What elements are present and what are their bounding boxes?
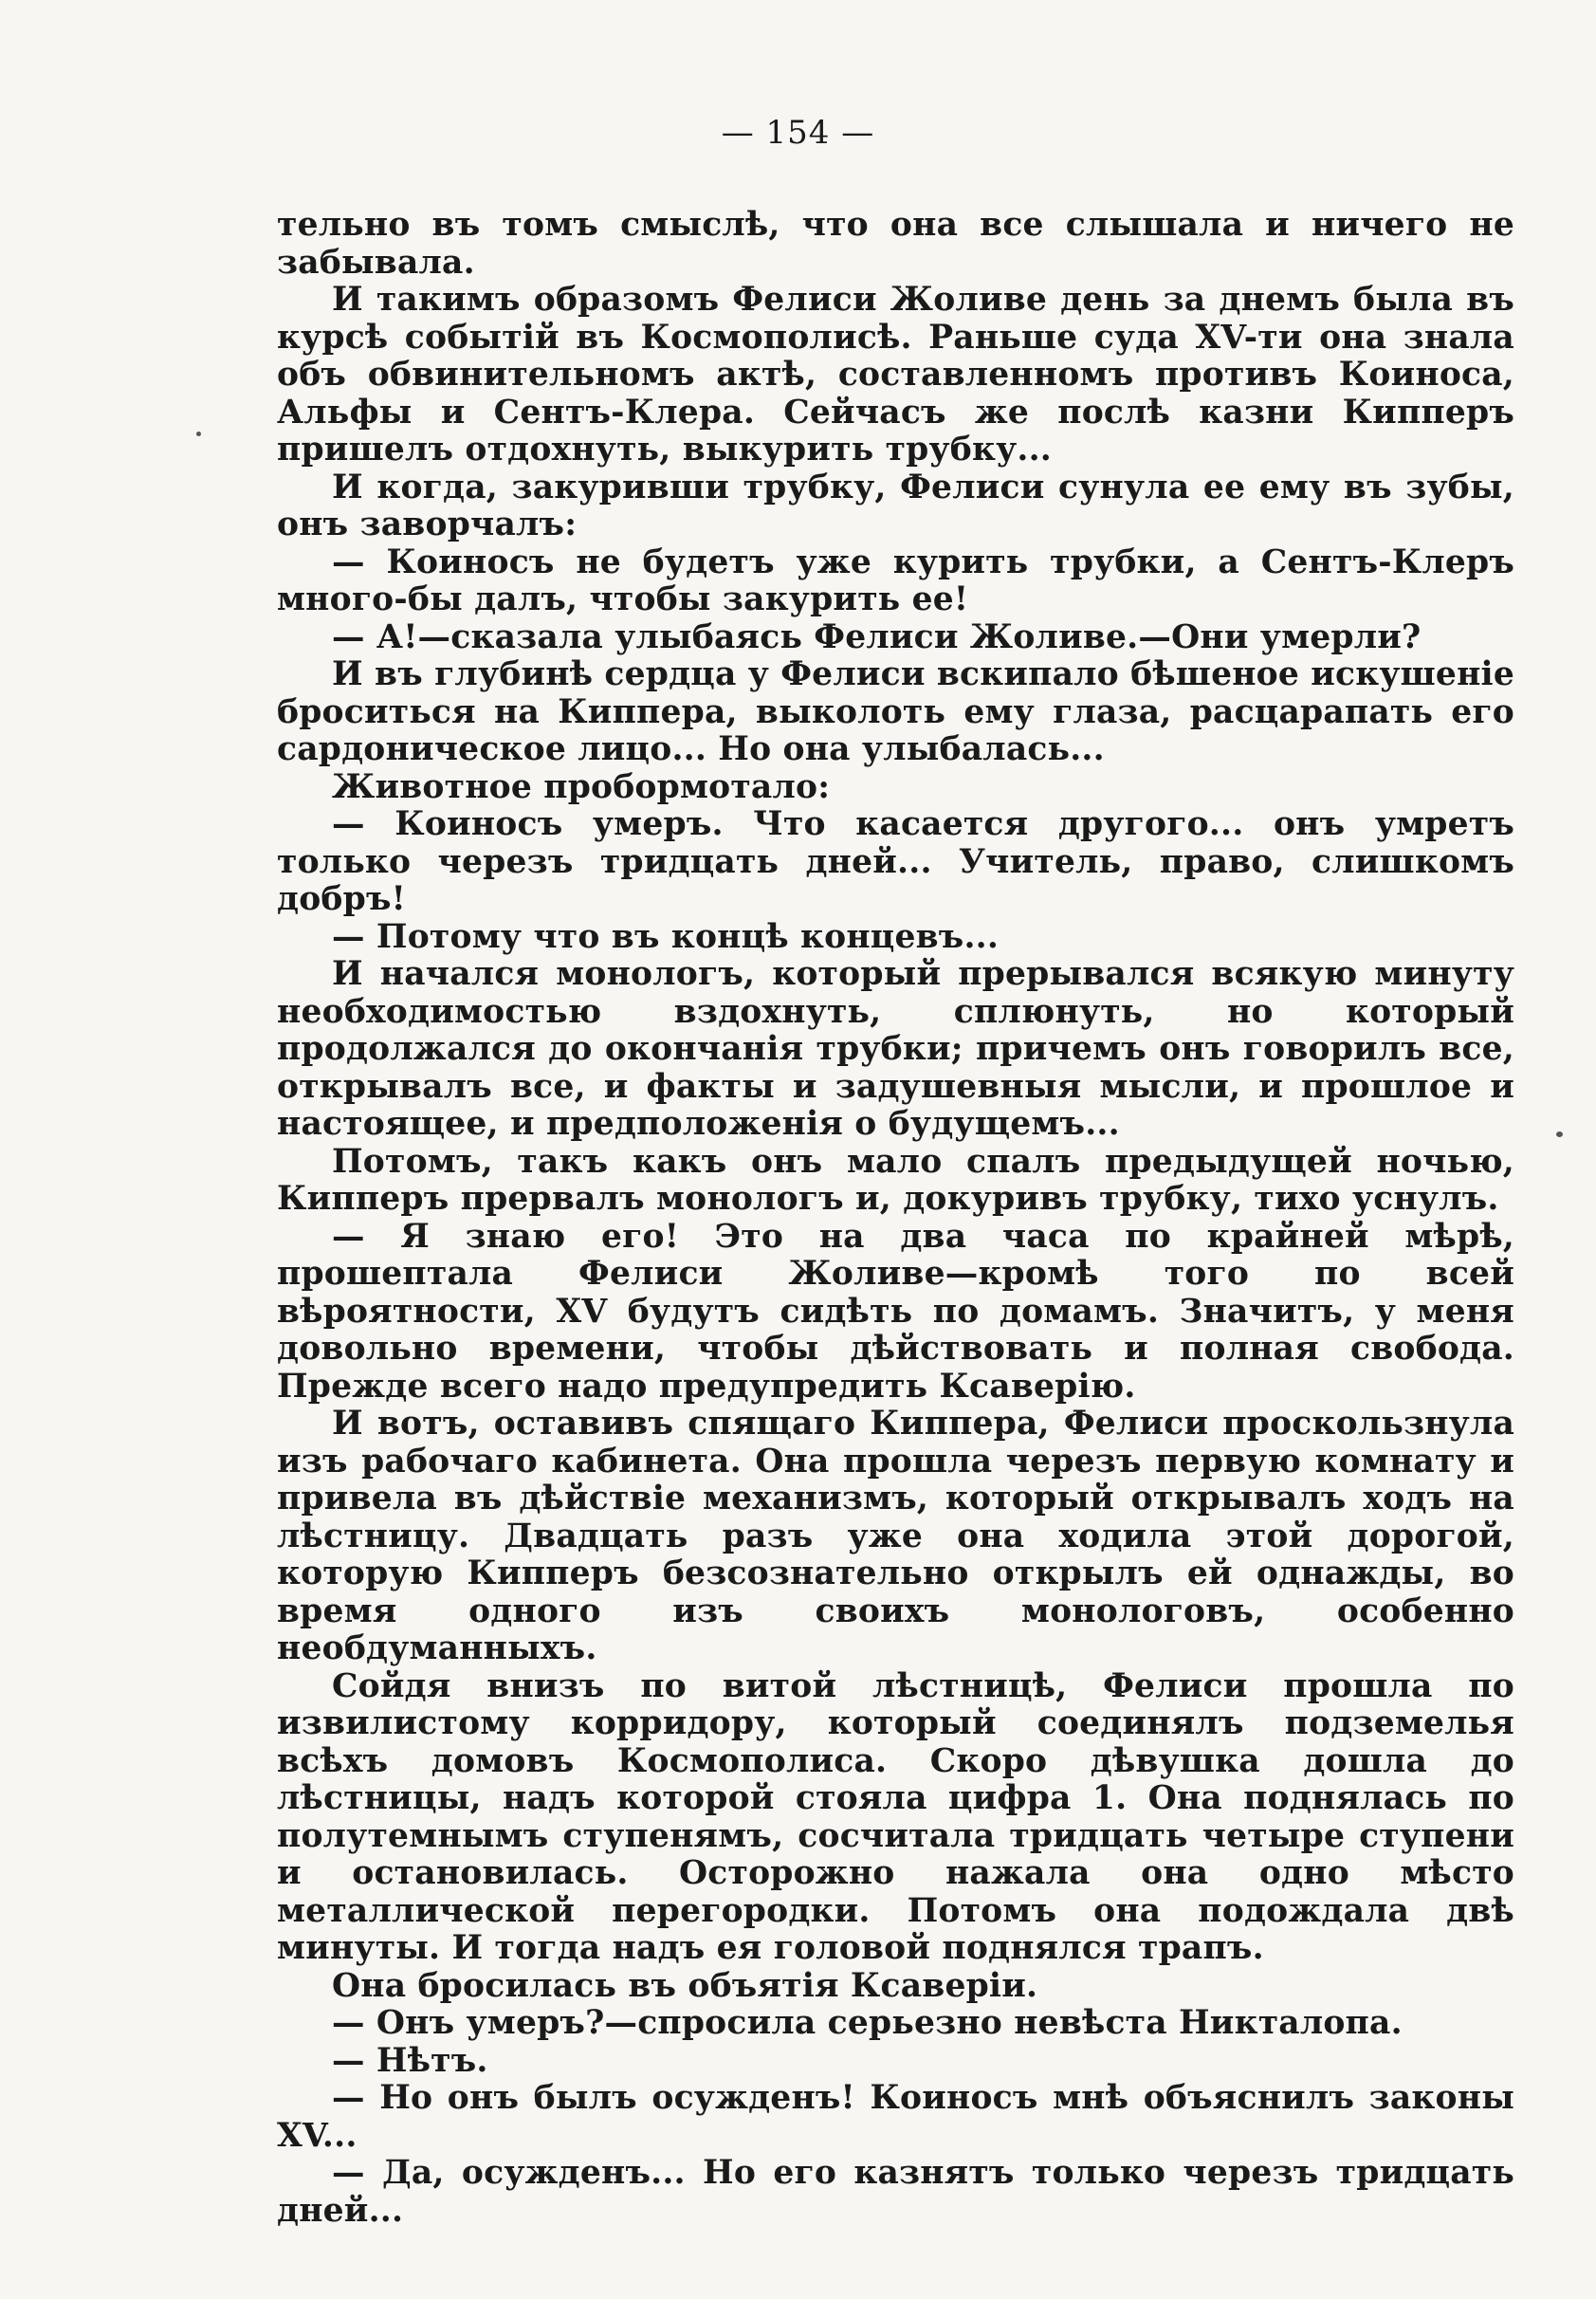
dialog-line: — Коиносъ не будетъ уже курить трубки, а Сентъ-Клеръ много-бы далъ, чтобы закурить ее! (277, 543, 1514, 618)
page-number: — 154 — (721, 114, 875, 152)
paragraph: Потомъ, такъ какъ онъ мало спалъ предыдущей ночью, Кипперъ прервалъ монологъ и, докуривъ трубку, тихо уснулъ. (277, 1142, 1514, 1218)
text-body (277, 207, 1514, 2230)
paragraph: И вотъ, оставивъ спящаго Киппера, Фелиси проскользнула изъ рабочаго кабинета. Она прошла черезъ первую комнату и привела въ дѣйствіе механизмъ, который открывалъ ходъ на лѣстницу. Двадцать разъ уже она ходила этой дорогой, которую Кипперъ безсознательно открылъ ей однажды, во время одного изъ своихъ монологовъ, особенно необдуманныхъ. (277, 1405, 1514, 1667)
dialog-line: — Нѣтъ. (332, 2041, 488, 2080)
dialog-line: — Да, осужденъ... Но его казнятъ только черезъ тридцать дней... (277, 2154, 1514, 2230)
paragraph: И въ глубинѣ сердца у Фелиси вскипало бѣшеное искушеніе броситься на Киппера, выколоть ему глаза, расцарапать его сардоническое лицо... Но она улыбалась... (277, 655, 1514, 768)
scan-speck (196, 432, 201, 436)
paragraph: тельно въ томъ смыслѣ, что она все слышала и ничего не забывала. (277, 206, 1514, 282)
paragraph: Животное пробормотало: (332, 767, 831, 806)
dialog-line: — А!—сказала улыбаясь Фелиси Жоливе.—Они умерли? (332, 617, 1422, 656)
paragraph: Сойдя внизъ по витой лѣстницѣ, Фелиси прошла по извилистому корридору, который соединялъ подземелья всѣхъ домовъ Космополиса. Скоро дѣвушка дошла до лѣстницы, надъ которой стояла цифра 1. Она поднялась по полутемнымъ ступенямъ, сосчитала тридцать четыре ступени и остановилась. Осторожно нажала она одно мѣсто металлической перегородки. Потомъ она подождала двѣ минуты. И тогда надъ ея головой поднялся трапъ. (277, 1666, 1514, 1967)
dialog-line: — Но онъ былъ осужденъ! Коиносъ мнѣ объяснилъ законы XV... (277, 2079, 1514, 2155)
dialog-line: — Онъ умеръ?—спросила серьезно невѣста Никталопа. (332, 2004, 1403, 2042)
dialog-line: — Коиносъ умеръ. Что касается другого... онъ умретъ только черезъ тридцать дней... Учитель, право, слишкомъ добръ! (277, 805, 1514, 918)
dialog-line: — Я знаю его! Это на два часа по крайней мѣрѣ, прошептала Фелиси Жоливе—кромѣ того по всей вѣроятности, XV будутъ сидѣть по домамъ. Значитъ, у меня довольно времени, чтобы дѣйствовать и полная свобода. Прежде всего надо предупредить Ксаверію. (277, 1217, 1514, 1406)
paragraph: И такимъ образомъ Фелиси Жоливе день за днемъ была въ курсѣ событій въ Космополисѣ. Раньше суда XV-ти она знала объ обвинительномъ актѣ, составленномъ противъ Коиноса, Альфы и Сентъ-Клера. Сейчасъ же послѣ казни Кипперъ пришелъ отдохнуть, выкурить трубку... (277, 281, 1514, 469)
scan-speck (1556, 1131, 1563, 1137)
paragraph: И начался монологъ, который прерывался всякую минуту необходимостью вздохнуть, сплюнуть, но который продолжался до окончанія трубки; причемъ онъ говорилъ все, открывалъ все, и факты и задушевныя мысли, и прошлое и настоящее, и предположенія о будущемъ... (277, 955, 1514, 1143)
dialog-line: — Потому что въ концѣ концевъ... (332, 917, 1000, 956)
paragraph: Она бросилась въ объятія Ксаверіи. (332, 1966, 1038, 2005)
paragraph: И когда, закуривши трубку, Фелиси сунула ее ему въ зубы, онъ заворчалъ: (277, 468, 1514, 543)
